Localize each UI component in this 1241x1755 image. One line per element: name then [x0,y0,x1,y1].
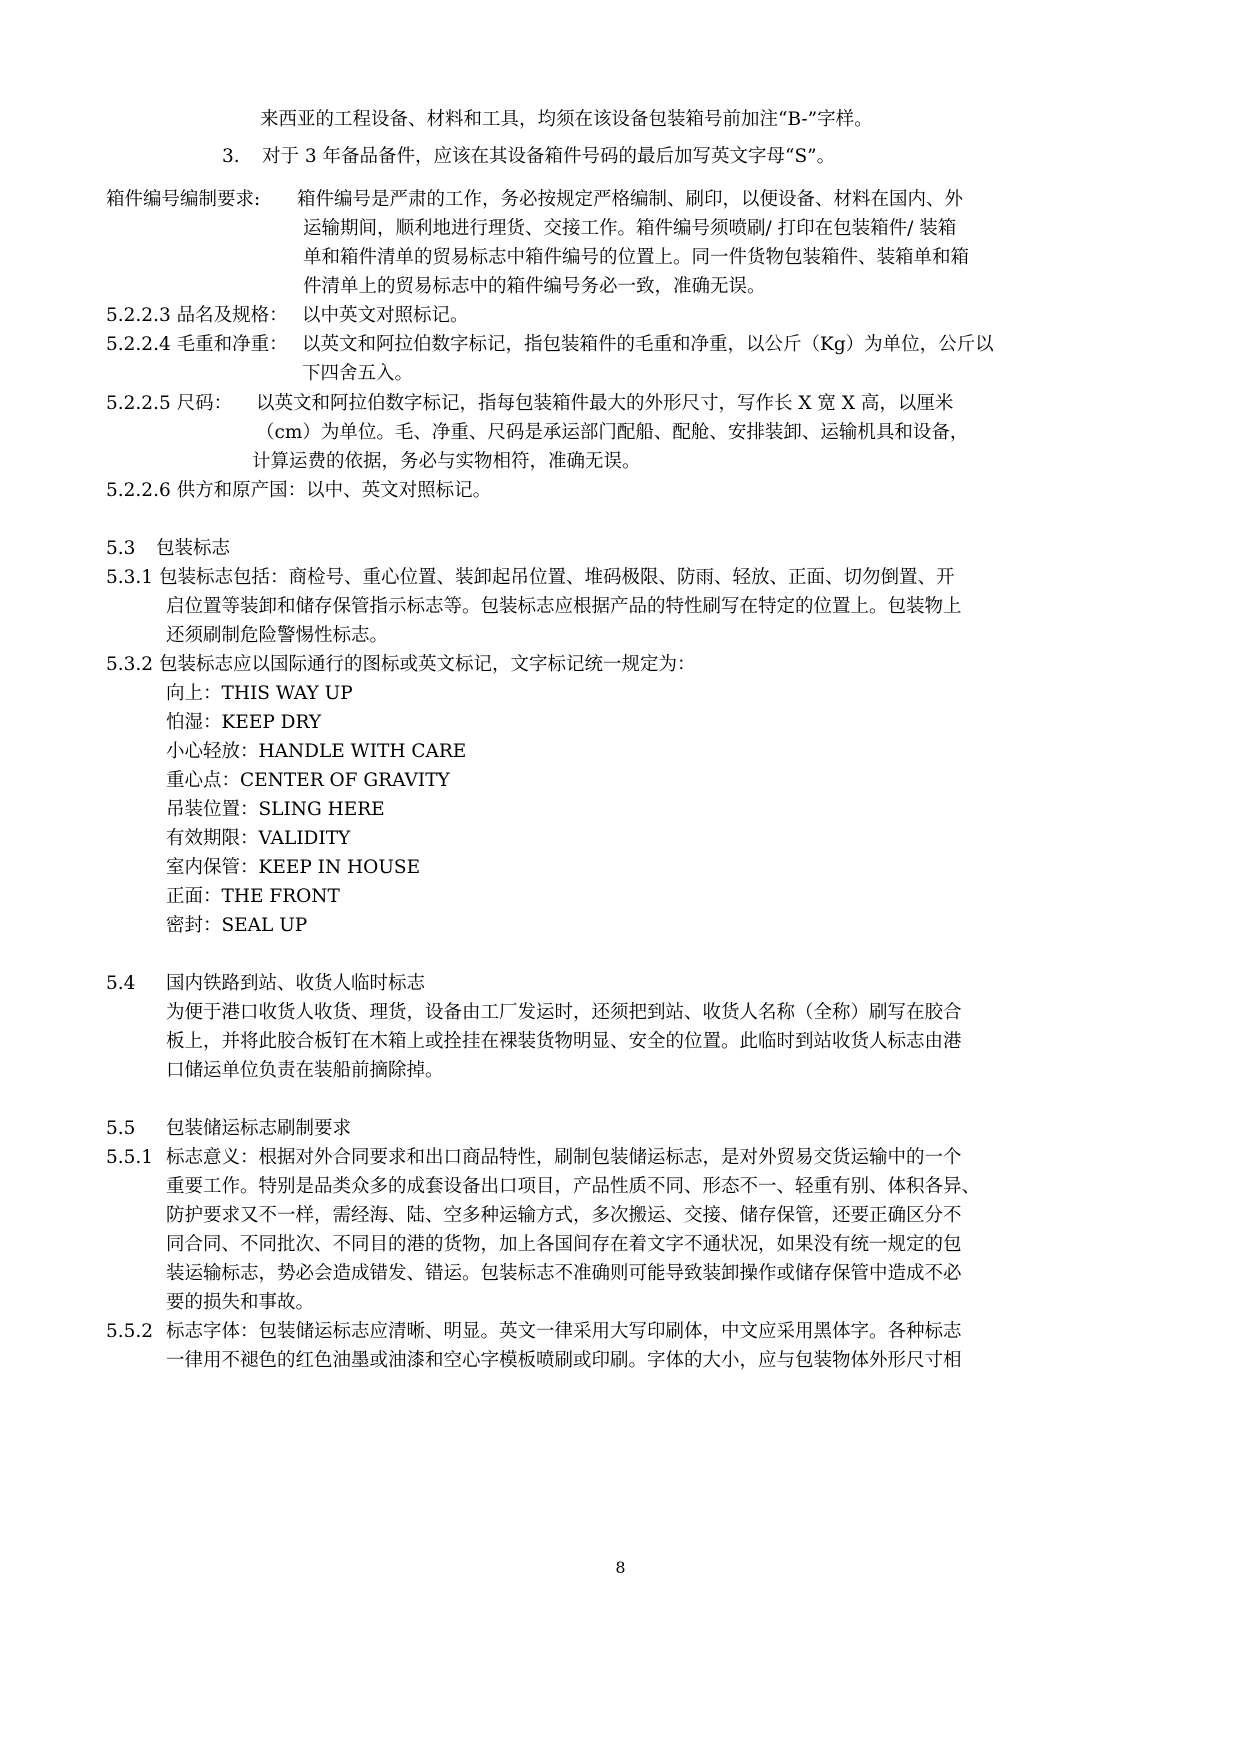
paragraph-line: 启位置等装卸和储存保管指示标志等。包装标志应根据产品的特性刷写在特定的位置上。包装物上 [166,596,962,617]
mark-item: 小心轻放：HANDLE WITH CARE [166,741,467,762]
paragraph-line: 重要工作。特别是品类众多的成套设备出口项目，产品性质不同、形态不一、轻重有别、体积各异、 [166,1176,981,1197]
paragraph-line: 标志字体：包装储运标志应清晰、明显。英文一律采用大写印刷体，中文应采用黑体字。各种标志 [166,1321,962,1342]
section-title: 包装标志 [156,538,231,559]
section-label: 5.2.2.5 尺码： [106,393,233,414]
section-label: 5.2.2.3 品名及规格： [106,305,288,326]
paragraph-line: 以英文和阿拉伯数字标记，指每包装箱件最大的外形尺寸，写作长 X 宽 X 高，以厘米 [256,393,954,414]
section-title: 国内铁路到站、收货人临时标志 [166,973,426,994]
paragraph-line: 5.3.2 包装标志应以国际通行的图标或英文标记，文字标记统一规定为： [106,654,696,675]
paragraph-line: 来西亚的工程设备、材料和工具，均须在该设备包装箱号前加注“B-”字样。 [260,109,873,130]
section-number: 5.5 [106,1118,136,1139]
paragraph-line: 防护要求又不一样，需经海、陆、空多种运输方式，多次搬运、交接、储存保管，还要正确区分不 [166,1205,962,1226]
paragraph-line: 5.2.2.6 供方和原产国：以中、英文对照标记。 [106,480,492,501]
page-number: 8 [615,1558,626,1577]
paragraph-line: 同合同、不同批次、不同目的港的货物，加上各国间存在着文字不通状况，如果没有统一规定的包 [166,1234,962,1255]
section-number: 5.3 [106,538,136,559]
section-label: 箱件编号编制要求: [106,189,261,210]
section-number: 5.5.1 [106,1147,154,1168]
section-title: 包装储运标志刷制要求 [166,1118,352,1139]
paragraph-line: 对于 3 年备品备件，应该在其设备箱件号码的最后加写英文字母“S”。 [262,146,836,167]
paragraph-line: 以英文和阿拉伯数字标记，指包装箱件的毛重和净重，以公斤（Kg）为单位，公斤以 [302,334,994,355]
paragraph-line: 装运输标志，势必会造成错发、错运。包装标志不准确则可能导致装卸操作或储存保管中造成不必 [166,1263,962,1284]
mark-item: 重心点：CENTER OF GRAVITY [166,770,450,791]
paragraph-line: 单和箱件清单的贸易标志中箱件编号的位置上。同一件货物包装箱件、装箱单和箱 [303,247,970,268]
paragraph-line: 箱件编号是严肃的工作，务必按规定严格编制、刷印，以便设备、材料在国内、外 [297,189,964,210]
paragraph-line: 为便于港口收货人收货、理货，设备由工厂发运时，还须把到站、收货人名称（全称）刷写在胶合 [166,1002,962,1023]
paragraph-line: 5.3.1 包装标志包括：商检号、重心位置、装卸起吊位置、堆码极限、防雨、轻放、正面、切勿倒置、开 [106,567,955,588]
paragraph-line: 还须刷制危险警惕性标志。 [166,625,389,646]
section-number: 5.5.2 [106,1321,154,1342]
mark-item: 有效期限：VALIDITY [166,828,351,849]
mark-item: 向上：THIS WAY UP [166,683,353,704]
paragraph-line: 以中英文对照标记。 [302,305,469,326]
paragraph-line: 运输期间，顺利地进行理货、交接工作。箱件编号须喷刷/ 打印在包装箱件/ 装箱 [303,218,957,239]
paragraph-line: 要的损失和事故。 [166,1292,315,1313]
mark-item: 怕湿：KEEP DRY [166,712,322,733]
paragraph-line: （cm）为单位。毛、净重、尺码是承运部门配船、配舱、安排装卸、运输机具和设备， [256,422,969,443]
paragraph-line: 件清单上的贸易标志中的箱件编号务必一致，准确无误。 [303,276,766,297]
paragraph-line: 板上，并将此胶合板钉在木箱上或拴挂在裸装货物明显、安全的位置。此临时到站收货人标志由港 [166,1031,962,1052]
paragraph-line: 下四舍五入。 [302,363,414,384]
paragraph-line: 口储运单位负责在装船前摘除掉。 [166,1060,444,1081]
section-number: 5.4 [106,973,136,994]
mark-item: 密封：SEAL UP [166,915,308,936]
list-number: 3. [222,146,240,167]
paragraph-line: 一律用不褪色的红色油墨或油漆和空心字模板喷刷或印刷。字体的大小，应与包装物体外形尺寸相 [166,1350,962,1371]
mark-item: 正面：THE FRONT [166,886,340,907]
section-label: 5.2.2.4 毛重和净重： [106,334,288,355]
mark-item: 吊装位置：SLING HERE [166,799,385,820]
paragraph-line: 标志意义：根据对外合同要求和出口商品特性，刷制包装储运标志，是对外贸易交货运输中的一个 [166,1147,962,1168]
paragraph-line: 计算运费的依据，务必与实物相符，准确无误。 [252,451,641,472]
mark-item: 室内保管：KEEP IN HOUSE [166,857,421,878]
